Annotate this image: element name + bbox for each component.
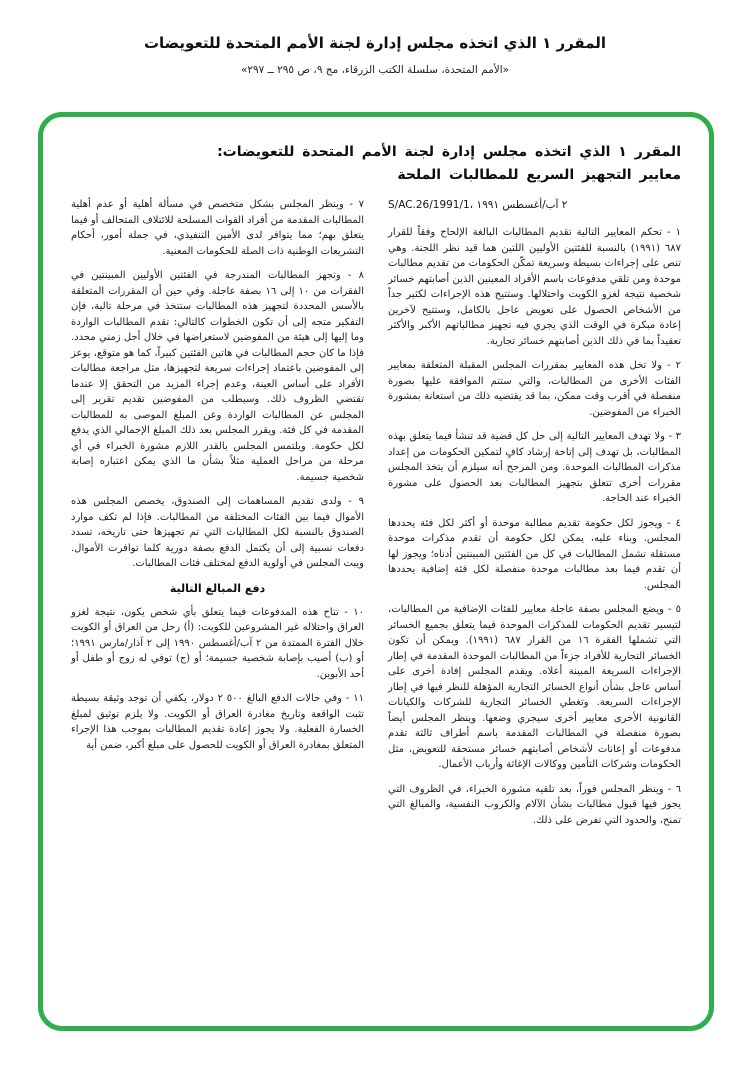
paragraph: ٨ - وتجهز المطالبات المندرجة في الفئتين الأوليين المبينتين في الفقرات من ١٠ إلى ١٦ بصفة عاجلة. وفي حين أن المقررات المتعلقة بالأسس المحددة لتجهيز هذه المطالبات ستتخذ في مرحلة تالية، فإن التفكير متجه إلى أن تكون الخطوات كالتالي: تقدم المطالبات الواردة وما إليها إلى هيئة من المفوضين لاستعراضها في خلال أجل زمني محدد. فإذا ما كان حجم المطالبات في هاتين الفئتين كبيراً، كما هو متوقع، يوعز إلى المفوضين باعتماد إجراءات سريعة لتجهيزها، مثل مراجعة مطالبات الأفراد على أساس العينة، وعدم إجراء المزيد من التحقق إلا عندما تقتضي الظروف ذلك. وسيطلب من المفوضين تقديم تقرير إلى المجلس عن المطالبات الواردة وعن المبلغ الموصى به للمطالبات المقدمة في كل فئة. ويقرر المجلس بعد ذلك المبلغ الإجمالي الذي يدفع لكل حكومة. ويلتمس المجلس بالقدر اللازم مشورة الخبراء في أي مرحلة من مراحل العملية مثلاً بشأن ما الذي يمكن اعتباره إصابة شخصية جسيمة.: [71, 270, 364, 483]
page-header: [0, 0, 750, 76]
document-title: المقرر ١ الذي اتخذه مجلس إدارة لجنة الأمم المتحدة للتعويضات:: [217, 144, 681, 160]
right-column-paragraphs: [388, 225, 681, 828]
document-reference: S/AC.26/1991/1، ٢ آب/أغسطس ١٩٩١: [388, 199, 568, 212]
page-header-source: «الأمم المتحدة، سلسلة الكتب الزرقاء، مج ٩، ص ٢٩٥ ــ ٢٩٧»: [240, 64, 510, 76]
page-header-title: المقرر ١ الذي اتخذه مجلس إدارة لجنة الأمم المتحدة للتعويضات: [143, 34, 607, 52]
paragraph: ٦ - وينظر المجلس فوراً، بعد تلقيه مشورة الخبراء، في الظروف التي يجوز فيها قبول مطالبات بشأن الآلام والكروب النفسية، والمبالغ التي تمنح، والحدود التي تفرض على ذلك.: [388, 783, 681, 826]
paragraph: ٩ - ولدى تقديم المساهمات إلى الصندوق، يخصص المجلس هذه الأموال فيما بين الفئات المختلفة من المطالبات. فإذا لم تكف موارد الصندوق بالنسبة لكل المطالبات التي تم تجهيزها حتى تاريخه، تسدد دفعات نسبية إلى أن يكتمل الدفع بصفة دورية كلما توافرت الأموال. ويبت المجلس في أولوية الدفع لمختلف فئات المطالبات.: [71, 496, 364, 570]
paragraph: ٣ - ولا تهدف المعايير التالية إلى حل كل قضية قد تنشأ فيما يتعلق بهذه المطالبات، بل تهدف إلى إتاحة إرشاد كافٍ لتمكين الحكومات من إعداد مذكرات المطالبات الموحدة. ومن المرجح أنه سيلزم أن يتخذ المجلس مقررات أخرى تتعلق بتجهيز المطالبات بعد الحصول على مشورة الخبراء عند الحاجة.: [388, 431, 681, 505]
paragraph: ١٠ - تتاح هذه المدفوعات فيما يتعلق بأي شخص يكون، نتيجة لغزو العراق واحتلاله غير المشروعين للكويت: (أ) رحل من العراق أو الكويت خلال الفترة الممتدة من ٢ آب/أغسطس ١٩٩٠ إلى ٢ آذار/مارس ١٩٩١؛ أو (ب) أصيب بإصابة شخصية جسيمة؛ أو (ج) توفي له زوج أو طفل أو أحد الأبوين.: [71, 606, 364, 680]
paragraph: ٤ - ويجوز لكل حكومة تقديم مطالبة موحدة أو أكثر لكل فئة يحددها المجلس. وبناء عليه، يمكن لكل حكومة أن تقدم مذكرات موحدة مستقلة تشمل المطالبات في كل من الفئتين المبينتين أدناه؛ ويجوز لها أن تقدم فيما بعد مطالبات موحدة منفصلة لكل فئة إضافية يحددها المجلس.: [388, 517, 681, 591]
column-left: [71, 197, 364, 837]
document-columns: [71, 197, 681, 837]
column-right: [388, 197, 681, 837]
left-column-paragraphs-bottom: [71, 605, 364, 754]
paragraph: ٢ - ولا تخل هذه المعايير بمقررات المجلس المقبلة المتعلقة بمعايير الفئات الأخرى من المطالبات، والتي ستتم الموافقة عليها بصورة منفصلة في أقرب وقت ممكن، بما قد يقتضيه ذلك من استعانة بمشورة الخبراء من المفوضين.: [388, 360, 681, 418]
paragraph: ٥ - ويضع المجلس بصفة عاجلة معايير للفئات الإضافية من المطالبات، لتيسير تقديم الحكومات للمذكرات الموحدة فيما يتعلق بجميع الخسائر التي تشملها الفقرة ١٦ من القرار ٦٨٧ (١٩٩١). ويمكن أن تكون الخسائر التجارية للأفراد جزءاً من المطالبات الموحدة المقدمة في إطار الإجراءات السريعة المبينة أعلاه. ويقدم المجلس إفادة أخرى على أساس عاجل بشأن أنواع الخسائر التجارية المؤهلة للنظر فيها في إطار الإجراءات السريعة. وتغطي الخسائر التجارية للشركات والكيانات القانونية الأخرى معايير أخرى سيجري وضعها. وينظر المجلس أيضاً بصورة منفصلة في المطالبات المقدمة باسم أطراف ثالثة تقدم مدفوعات أو إعانات لأشخاص أصابتهم خسائر مستحقة للتعويض، مثل الحكومات وشركات التأمين ووكالات الإغاثة وأرباب الأعمال.: [388, 604, 681, 771]
paragraph: ٧ - وينظر المجلس بشكل متخصص في مسألة أهلية أو عدم أهلية المطالبات المقدمة من أفراد القوات المسلحة للائتلاف المتحالف أو فيما يتعلق بهم؛ مما يتوافر لدى الأمين التنفيذي، في جملة أمور، أحكام التشريعات الوطنية ذات الصلة للحكومات المعنية.: [71, 199, 364, 257]
document-border: [38, 112, 714, 1031]
left-column-paragraphs-top: [71, 197, 364, 572]
paragraph: ١ - تحكم المعايير التالية تقديم المطالبات البالغة الإلحاح وفقاً للقرار ٦٨٧ (١٩٩١) بالنسبة للفئتين الأوليين اللتين هما قيد نظر اللجنة. وهي تنص على إجراءات بسيطة وسريعة تمكّن الحكومات من تقديم مطالبات موحدة ومن تلقي مدفوعات باسم الأفراد المعينين الذين أصابتهم خسائر شخصية نتيجة لغزو الكويت واحتلالها. وستتيح هذه الإجراءات لكثير جداً من الأشخاص الحصول على تعويض عاجل بالكامل، وستتيح لآخرين إعادة مبكرة في الوقت الذي يجري فيه تجهيز مطالباتهم الأكبر والأكثر تعقيداً بما في ذلك الذين أصابتهم خسائر تجارية.: [388, 227, 681, 347]
paragraph: ١١ - وفي حالات الدفع البالغ ٥٠٠ ٢ دولار، يكفي أن توجد وثيقة بسيطة تثبت الواقعة وتاريخ مغادرة العراق أو الكويت. ولا يلزم توثيق لمبلغ الخسارة الفعلية. ولا يجوز إعادة تقديم المطالبات بموجب هذا الإجراء المتعلق بمغادرة العراق أو الكويت للحصول على مبلغ أكبر، ضمن أية: [71, 693, 365, 751]
document-subtitle: معايير التجهيز السريع للمطالبات الملحة: [397, 167, 681, 184]
section-heading: دفع المبالغ التالية: [169, 581, 266, 595]
